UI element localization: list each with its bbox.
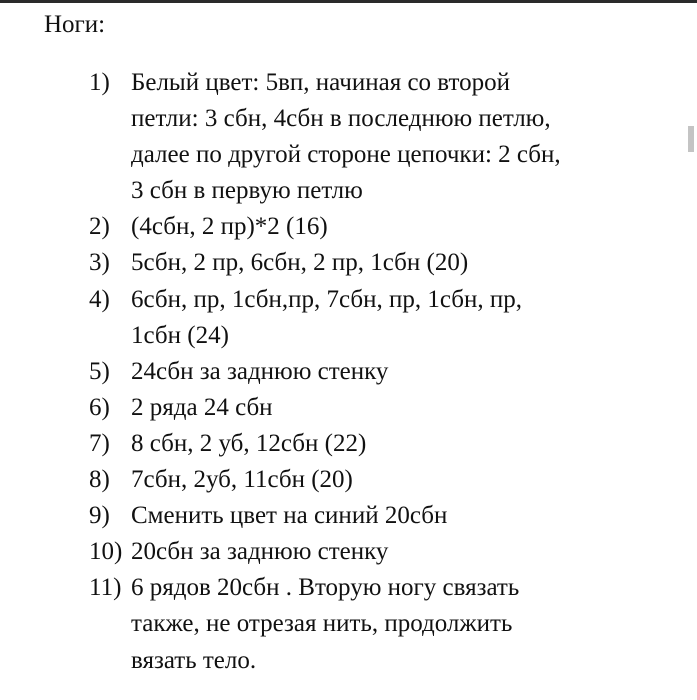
- step-text-line: также, не отрезая нить, продолжить: [131, 610, 513, 638]
- step-number: 11): [89, 574, 122, 602]
- step-item: [89, 245, 679, 281]
- step-number: 2): [89, 213, 110, 241]
- step-text-line: 6сбн, пр, 1сбн,пр, 7сбн, пр, 1сбн, пр,: [131, 285, 523, 313]
- step-text-line: вязать тело.: [131, 646, 257, 674]
- step-text-line: петли: 3 сбн, 4сбн в последнюю петлю,: [131, 105, 551, 133]
- step-text-line: 8 сбн, 2 уб, 12сбн (22): [131, 429, 367, 457]
- step-number: 7): [89, 429, 110, 457]
- top-divider: [0, 0, 697, 3]
- step-text-line: 3 сбн в первую петлю: [131, 177, 363, 205]
- scroll-indicator: [688, 126, 694, 152]
- step-text-line: 5сбн, 2 пр, 6сбн, 2 пр, 1сбн (20): [131, 249, 469, 277]
- step-text-line: 20сбн за заднюю стенку: [131, 538, 389, 566]
- step-item: [89, 462, 679, 498]
- step-item: [89, 570, 679, 678]
- step-text-line: Сменить цвет на синий 20сбн: [131, 502, 448, 530]
- step-text-line: 7сбн, 2уб, 11сбн (20): [131, 466, 353, 494]
- step-text-line: Белый цвет: 5вп, начиная со второй: [131, 69, 510, 96]
- step-item: [89, 498, 679, 534]
- step-item: [89, 534, 679, 570]
- step-number: 4): [89, 285, 110, 313]
- page-title: Ноги:: [44, 11, 106, 38]
- step-item: [89, 209, 679, 245]
- step-number: 10): [89, 538, 123, 566]
- step-number: 6): [89, 393, 110, 421]
- step-number: 8): [89, 466, 110, 494]
- step-item: [89, 354, 679, 390]
- step-number: 9): [89, 502, 110, 530]
- step-text-line: далее по другой стороне цепочки: 2 сбн,: [131, 141, 561, 169]
- step-number: 5): [89, 357, 110, 385]
- step-text-line: 6 рядов 20сбн . Вторую ногу связать: [131, 574, 520, 602]
- step-item: [89, 390, 679, 426]
- step-text-line: 1сбн (24): [131, 321, 229, 349]
- step-item: [89, 65, 679, 209]
- instruction-list: [89, 65, 679, 679]
- step-number: 1): [89, 69, 110, 96]
- step-number: 3): [89, 249, 110, 277]
- step-text-line: 2 ряда 24 сбн: [131, 393, 273, 421]
- step-item: [89, 426, 679, 462]
- step-text-line: 24сбн за заднюю стенку: [131, 357, 389, 385]
- step-item: [89, 282, 679, 354]
- step-text-line: (4сбн, 2 пр)*2 (16): [131, 213, 328, 241]
